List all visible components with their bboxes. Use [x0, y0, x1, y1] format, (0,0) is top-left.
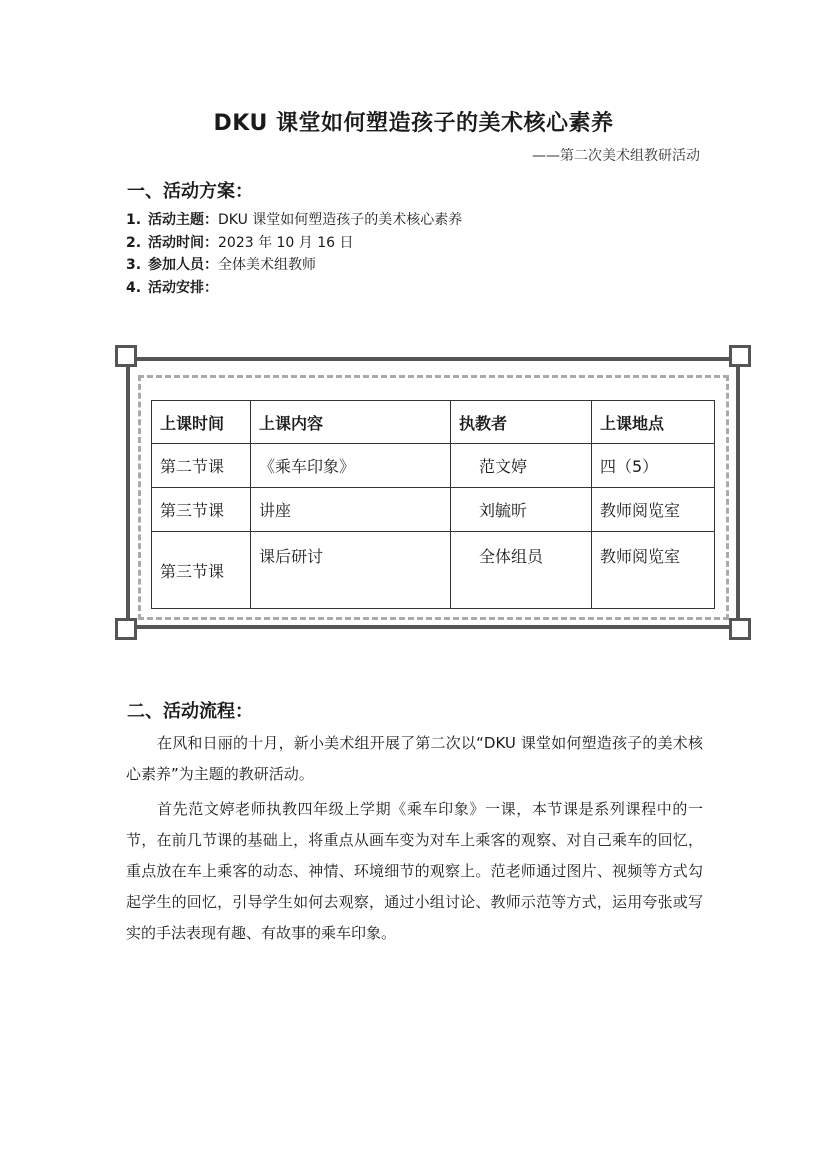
list-item: [126, 277, 462, 300]
table-row: [152, 532, 715, 609]
header-content: 上课内容: [251, 401, 451, 444]
list-item: [126, 254, 462, 277]
cell-content: 讲座: [251, 488, 451, 532]
cell-teacher: 刘毓昕: [451, 488, 592, 532]
list-label: 活动时间：: [148, 234, 218, 251]
table-row: [152, 488, 715, 532]
cell-time: 第二节课: [152, 444, 251, 488]
header-teacher: 执教者: [451, 401, 592, 444]
cell-location: 教师阅览室: [592, 532, 715, 609]
section-heading-process: 二、活动流程：: [127, 701, 253, 722]
list-number: 3.: [126, 257, 142, 273]
section-heading-plan: 一、活动方案：: [127, 181, 253, 202]
frame-corner-top-left: [115, 345, 137, 367]
frame-corner-bottom-right: [729, 618, 751, 640]
cell-time: 第三节课: [152, 532, 251, 609]
cell-teacher: 范文婷: [451, 444, 592, 488]
list-item: [126, 209, 462, 232]
plan-list: [126, 209, 462, 299]
schedule-table: [151, 400, 715, 609]
cell-teacher: 全体组员: [451, 532, 592, 609]
document-subtitle: ——第二次美术组教研活动: [532, 148, 700, 164]
frame-corner-top-right: [729, 345, 751, 367]
list-label: 参加人员：: [148, 257, 218, 273]
list-number: 2.: [126, 234, 142, 251]
list-value: DKU 课堂如何塑造孩子的美术核心素养: [218, 212, 463, 228]
document-title: DKU 课堂如何塑造孩子的美术核心素养: [213, 111, 614, 136]
list-label: 活动安排：: [148, 279, 218, 296]
list-label: 活动主题：: [148, 212, 218, 228]
list-item: [126, 232, 462, 255]
table-row: [152, 444, 715, 488]
frame-corner-bottom-left: [115, 618, 137, 640]
cell-time: 第三节课: [152, 488, 251, 532]
cell-content: 《乘车印象》: [251, 444, 451, 488]
list-number: 1.: [126, 212, 142, 228]
paragraph-intro: 在风和日丽的十月，新小美术组开展了第二次以“DKU 课堂如何塑造孩子的美术核心素养”为主题的教研活动。: [126, 734, 703, 783]
header-location: 上课地点: [592, 401, 715, 444]
list-value: 全体美术组教师: [218, 257, 316, 273]
paragraph-lesson: 首先范文婷老师执教四年级上学期《乘车印象》一课，本节课是系列课程中的一节，在前几节课的基础上，将重点从画车变为对车上乘客的观察、对自己乘车的回忆，重点放在车上乘客的动态、神情、环境细节的观察上。范老师通过图片、视频等方式勾起学生的回忆，引导学生如何去观察，通过小组讨论、教师示范等方式，运用夸张或写实的手法表现有趣、有故事的乘车印象。: [126, 800, 703, 942]
list-number: 4.: [126, 279, 142, 296]
table-header-row: [152, 401, 715, 444]
cell-location: 四（5）: [592, 444, 715, 488]
cell-location: 教师阅览室: [592, 488, 715, 532]
cell-content: 课后研讨: [251, 532, 451, 609]
list-value: 2023 年 10 月 16 日: [218, 234, 354, 251]
header-time: 上课时间: [152, 401, 251, 444]
